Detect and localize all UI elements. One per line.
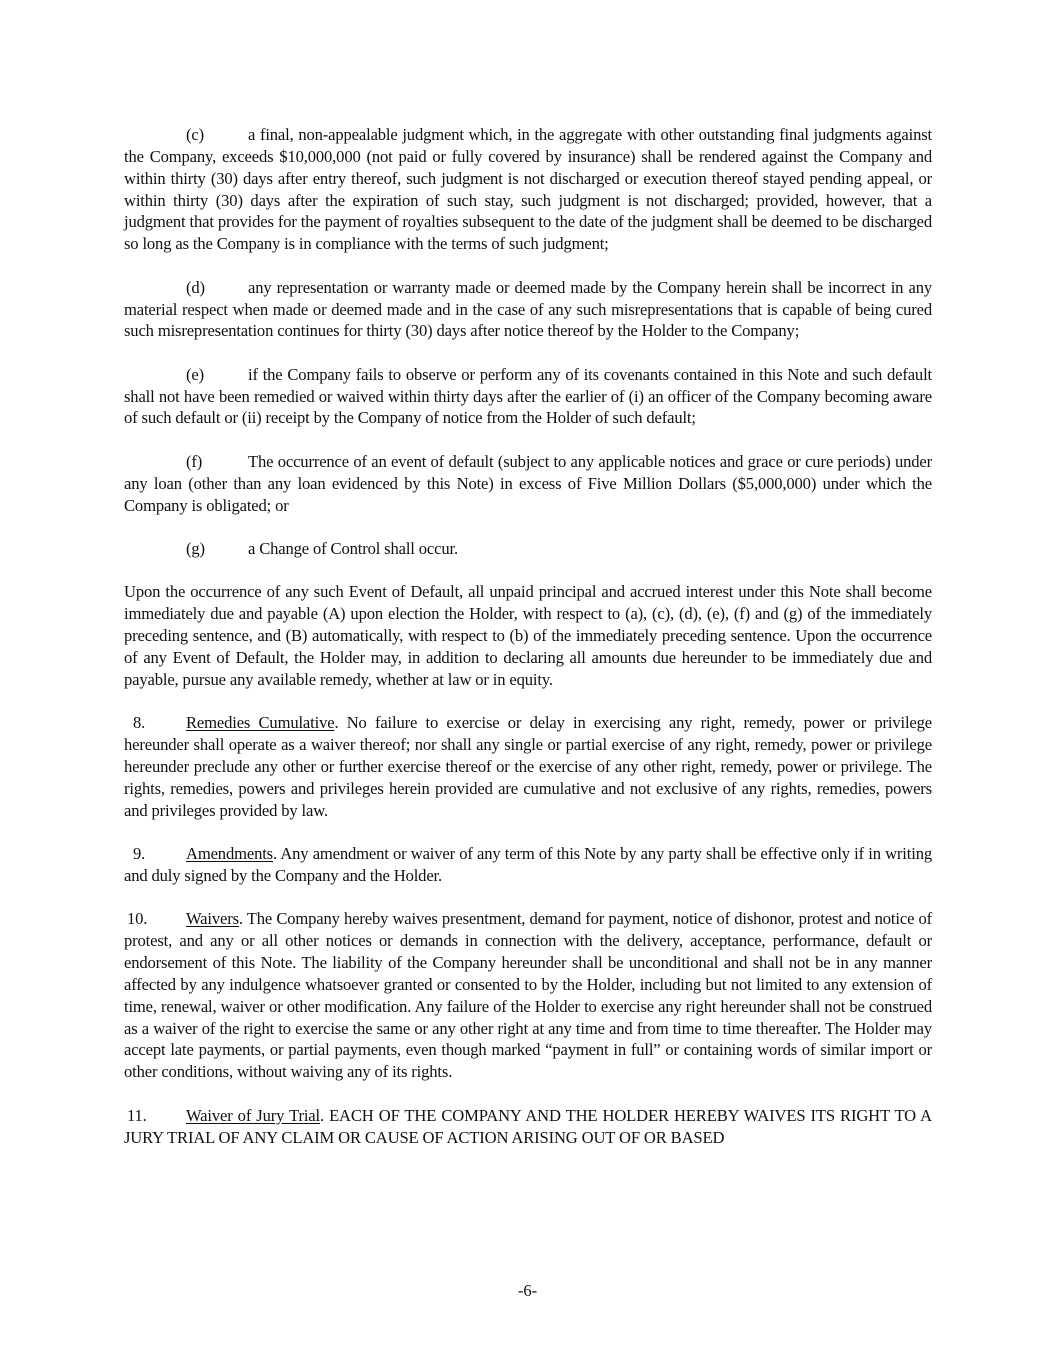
- section-heading: Waivers: [186, 909, 239, 929]
- section-heading: Waiver of Jury Trial: [186, 1105, 320, 1125]
- clause-text: if the Company fails to observe or perform any of its covenants contained in this Note and such default shall not have been remedied or waived within thirty days after the earlier of (i) an officer of the Company becoming aware of such default or (ii) receipt by the Company of notice from the Holder of such default;: [124, 364, 932, 428]
- clause-e: [124, 364, 932, 430]
- clause-g: [124, 538, 932, 560]
- clause-label: (c): [186, 125, 204, 144]
- page-number: -6-: [517, 1281, 538, 1300]
- acceleration-paragraph: Upon the occurrence of any such Event of Default, all unpaid principal and accrued interest under this Note shall become immediately due and payable (A) upon election the Holder, with respect to (a), (c), (d), (e), (f) and (g) of the immediately preceding sentence, and (B) automatically, with respect to (b) of the immediately preceding sentence. Upon the occurrence of any Event of Default, the Holder may, in addition to declaring all amounts due hereunder to be immediately due and payable, pursue any available remedy, whether at law or in equity.: [124, 582, 932, 689]
- clause-f: [124, 451, 932, 517]
- section-number: 11.: [127, 1105, 147, 1125]
- section-number: 10.: [127, 909, 148, 929]
- section-9-amendments: [124, 843, 932, 887]
- document-page: [124, 124, 932, 1148]
- clause-c: [124, 124, 932, 255]
- clause-label: (d): [186, 277, 205, 297]
- clause-text: a final, non-appealable judgment which, in the aggregate with other outstanding final judgments against the Company, exceeds $10,000,000 (not paid or fully covered by insurance) shall be rendered against the Company and within thirty (30) days after entry thereof, such judgment is not discharged or execution thereof stayed pending appeal, or within thirty (30) days after the expiration of such stay, such judgment is not discharged; provided, however, that a judgment that provides for the payment of royalties subsequent to the date of the judgment shall be deemed to be discharged so long as the Company is in compliance with the terms of such judgment;: [124, 125, 932, 254]
- clause-label: (g): [186, 539, 205, 559]
- section-10-waivers: [124, 908, 932, 1083]
- section-number: 8.: [133, 713, 146, 733]
- clause-text: a Change of Control shall occur.: [248, 539, 458, 559]
- section-8-remedies-cumulative: [124, 712, 932, 821]
- section-text: . EACH OF THE COMPANY AND THE HOLDER HEREBY WAIVES ITS RIGHT TO A JURY TRIAL OF ANY CLAIM OR CAUSE OF ACTION ARISING OUT OF OR BASED: [124, 1105, 932, 1147]
- clause-text: The occurrence of an event of default (subject to any applicable notices and grace or cure periods) under any loan (other than any loan evidenced by this Note) in excess of Five Million Dollars ($5,000,000) under which the Company is obligated; or: [124, 451, 932, 515]
- section-text: . Any amendment or waiver of any term of this Note by any party shall be effective only if in writing and duly signed by the Company and the Holder.: [124, 844, 932, 885]
- section-heading: Amendments: [186, 844, 273, 864]
- clause-text: any representation or warranty made or deemed made by the Company herein shall be incorrect in any material respect when made or deemed made and in the case of any such misrepresentations that is capable of being cured such misrepresentation continues for thirty (30) days after notice thereof by the Holder to the Company;: [124, 277, 932, 341]
- clause-d: [124, 277, 932, 343]
- clause-label: (e): [186, 364, 204, 384]
- section-text: . No failure to exercise or delay in exercising any right, remedy, power or privilege hereunder shall operate as a waiver thereof; nor shall any single or partial exercise of any right, remedy, power or privilege hereunder preclude any other or further exercise thereof or the exercise of any other right, remedy, power or privilege. The rights, remedies, powers and privileges herein provided are cumulative and not exclusive of any rights, remedies, powers and privileges provided by law.: [124, 713, 932, 820]
- section-number: 9.: [133, 844, 146, 864]
- section-text: . The Company hereby waives presentment, demand for payment, notice of dishonor, protest and notice of protest, and any or all other notices or demands in connection with the delivery, acceptance, performance, default or endorsement of this Note. The liability of the Company hereunder shall be unconditional and shall not be in any manner affected by any indulgence whatsoever granted or consented to by the Holder, including but not limited to any extension of time, renewal, waiver or other modification. Any failure of the Holder to exercise any right hereunder shall not be construed as a waiver of the right to exercise the same or any other right at any time and from time to time thereafter. The Holder may accept late payments, or partial payments, even though marked “payment in full” or containing words of similar import or other conditions, without waiving any of its rights.: [124, 909, 932, 1082]
- clause-label: (f): [186, 451, 203, 471]
- section-heading: Remedies Cumulative: [186, 713, 335, 733]
- section-11-waiver-of-jury-trial: [124, 1105, 932, 1149]
